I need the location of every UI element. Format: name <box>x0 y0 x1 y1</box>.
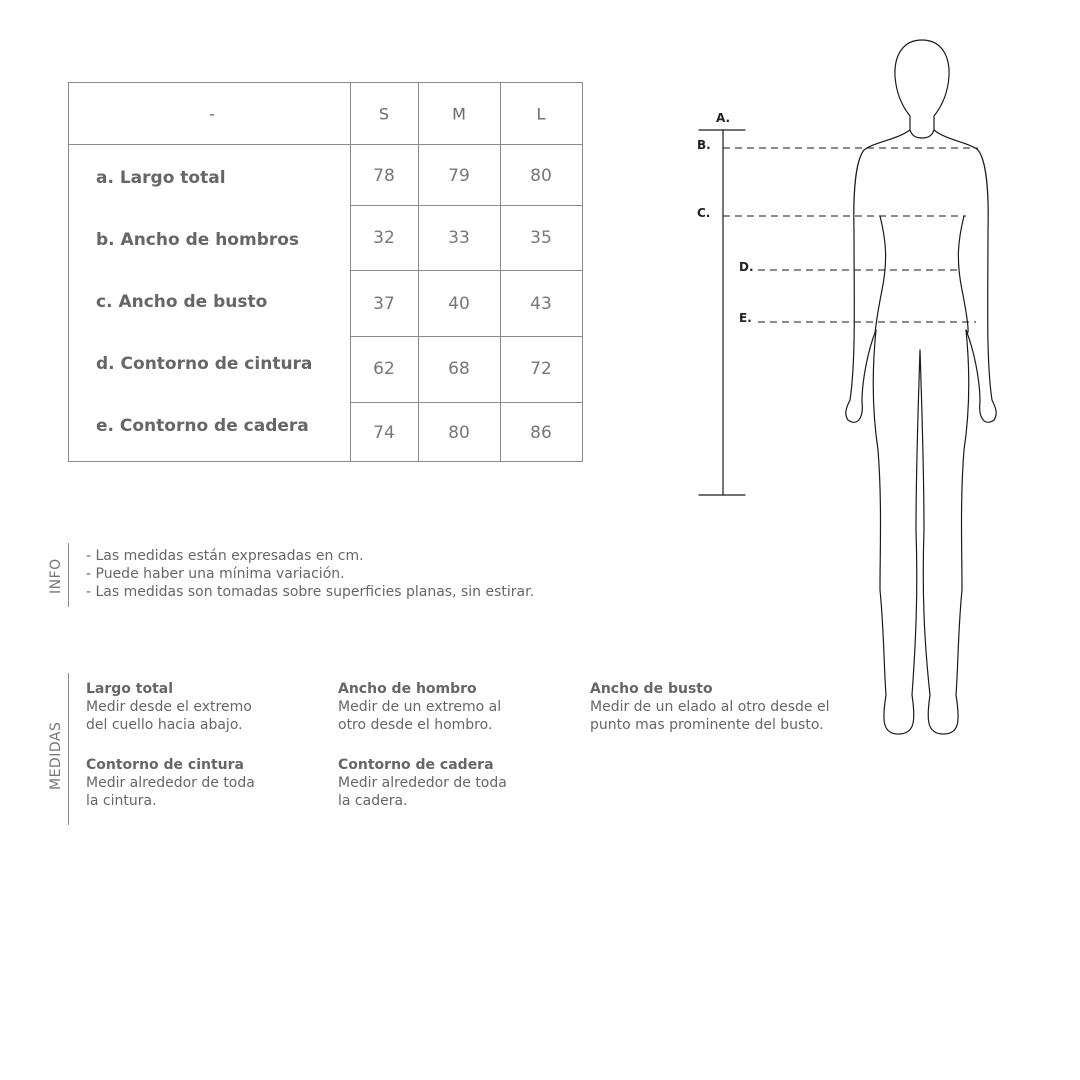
table-cell: 68 <box>448 359 470 379</box>
info-item: - Puede haber una mínima variación. <box>86 566 345 582</box>
table-divider <box>350 83 351 461</box>
table-divider <box>350 402 582 403</box>
medida-desc: Medir alrededor de toda la cadera. <box>338 775 507 809</box>
table-divider <box>500 83 501 461</box>
row-label-contorno-cintura: d. Contorno de cintura <box>96 354 313 374</box>
table-corner: - <box>209 104 215 124</box>
table-cell: 74 <box>373 423 395 443</box>
table-cell: 80 <box>530 166 552 186</box>
marker-d: D. <box>739 260 754 274</box>
table-cell: 79 <box>448 166 470 186</box>
table-cell: 86 <box>530 423 552 443</box>
medidas-section-title: MEDIDAS <box>48 721 64 790</box>
table-cell: 43 <box>530 294 552 314</box>
marker-a: A. <box>716 111 731 125</box>
medida-title: Ancho de busto <box>590 681 713 697</box>
table-cell: 32 <box>373 228 395 248</box>
table-cell: 37 <box>373 294 395 314</box>
table-cell: 33 <box>448 228 470 248</box>
medida-desc: Medir de un elado al otro desde el punto mas prominente del busto. <box>590 699 830 733</box>
table-divider <box>418 83 419 461</box>
table-cell: 78 <box>373 166 395 186</box>
info-item: - Las medidas están expresadas en cm. <box>86 548 364 564</box>
row-label-contorno-cadera: e. Contorno de cadera <box>96 416 309 436</box>
info-section-bar <box>68 543 69 607</box>
marker-e: E. <box>739 311 752 325</box>
medida-title: Largo total <box>86 681 174 697</box>
table-cell: 72 <box>530 359 552 379</box>
table-divider <box>350 336 582 337</box>
body-silhouette-icon <box>690 30 1010 740</box>
table-cell: 40 <box>448 294 470 314</box>
medida-desc: Medir alrededor de toda la cintura. <box>86 775 255 809</box>
medida-title: Ancho de hombro <box>338 681 477 697</box>
marker-c: C. <box>697 206 711 220</box>
medida-ancho-hombro <box>338 680 501 734</box>
info-list <box>86 547 534 601</box>
info-item: - Las medidas son tomadas sobre superficies planas, sin estirar. <box>86 584 535 600</box>
info-section-title: INFO <box>48 558 64 594</box>
size-table <box>68 82 583 462</box>
medida-title: Contorno de cadera <box>338 757 494 773</box>
row-label-ancho-busto: c. Ancho de busto <box>96 292 268 312</box>
row-label-largo-total: a. Largo total <box>96 168 226 188</box>
size-header-s: S <box>378 104 390 124</box>
row-label-ancho-hombros: b. Ancho de hombros <box>96 230 300 250</box>
medida-largo-total <box>86 680 252 734</box>
body-figure <box>690 30 1010 740</box>
medidas-section-bar <box>68 673 69 825</box>
medida-desc: Medir de un extremo al otro desde el hombro. <box>338 699 502 733</box>
table-cell: 35 <box>530 228 552 248</box>
size-header-l: L <box>536 104 546 124</box>
table-cell: 80 <box>448 423 470 443</box>
medida-contorno-cadera <box>338 756 507 810</box>
table-divider <box>350 270 582 271</box>
medida-contorno-cintura <box>86 756 255 810</box>
marker-b: B. <box>697 138 711 152</box>
table-cell: 62 <box>373 359 395 379</box>
medida-desc: Medir desde el extremo del cuello hacia abajo. <box>86 699 252 733</box>
medida-title: Contorno de cintura <box>86 757 244 773</box>
size-header-m: M <box>452 104 466 124</box>
table-divider <box>350 205 582 206</box>
table-divider <box>69 144 582 145</box>
